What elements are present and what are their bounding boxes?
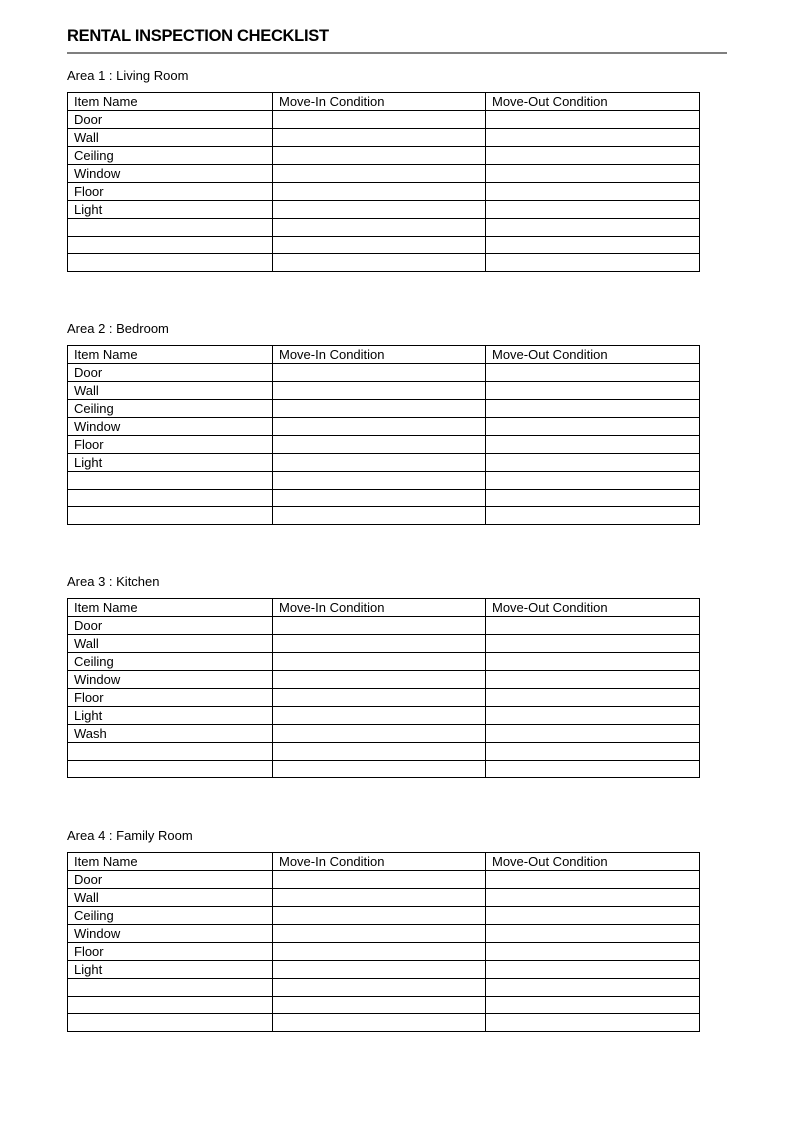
header-move-in-condition: Move-In Condition <box>273 599 486 617</box>
move-out-condition-cell[interactable] <box>486 236 700 254</box>
table-row <box>68 254 700 272</box>
move-out-condition-cell[interactable] <box>486 254 700 272</box>
item-name-cell <box>68 996 273 1014</box>
item-name-cell: Door <box>68 364 273 382</box>
table-header-row <box>68 599 700 617</box>
move-in-condition-cell[interactable] <box>273 236 486 254</box>
table-row <box>68 400 700 418</box>
item-name-cell <box>68 472 273 490</box>
table-row <box>68 236 700 254</box>
inspection-table <box>67 92 700 272</box>
item-name-cell: Door <box>68 111 273 129</box>
table-row <box>68 707 700 725</box>
move-in-condition-cell[interactable] <box>273 871 486 889</box>
item-name-cell: Wall <box>68 889 273 907</box>
move-out-condition-cell[interactable] <box>486 472 700 490</box>
move-out-condition-cell[interactable] <box>486 943 700 961</box>
header-move-out-condition: Move-Out Condition <box>486 599 700 617</box>
move-in-condition-cell[interactable] <box>273 725 486 743</box>
move-out-condition-cell[interactable] <box>486 436 700 454</box>
table-row <box>68 743 700 761</box>
area-section-2 <box>67 320 699 525</box>
move-out-condition-cell[interactable] <box>486 996 700 1014</box>
move-in-condition-cell[interactable] <box>273 743 486 761</box>
item-name-cell: Ceiling <box>68 907 273 925</box>
move-in-condition-cell[interactable] <box>273 489 486 507</box>
table-row <box>68 635 700 653</box>
item-name-cell: Ceiling <box>68 653 273 671</box>
table-header-row <box>68 346 700 364</box>
header-move-in-condition: Move-In Condition <box>273 93 486 111</box>
move-out-condition-cell[interactable] <box>486 635 700 653</box>
item-name-cell: Light <box>68 454 273 472</box>
table-row <box>68 689 700 707</box>
item-name-cell: Ceiling <box>68 400 273 418</box>
item-name-cell: Light <box>68 961 273 979</box>
move-in-condition-cell[interactable] <box>273 671 486 689</box>
area-label: Area 4 : Family Room <box>67 828 193 843</box>
move-in-condition-cell[interactable] <box>273 943 486 961</box>
move-out-condition-cell[interactable] <box>486 418 700 436</box>
table-row <box>68 472 700 490</box>
move-in-condition-cell[interactable] <box>273 979 486 997</box>
header-item-name: Item Name <box>68 93 273 111</box>
table-row <box>68 489 700 507</box>
move-in-condition-cell[interactable] <box>273 147 486 165</box>
move-in-condition-cell[interactable] <box>273 382 486 400</box>
move-in-condition-cell[interactable] <box>273 436 486 454</box>
move-out-condition-cell[interactable] <box>486 147 700 165</box>
inspection-table <box>67 598 700 778</box>
item-name-cell: Door <box>68 871 273 889</box>
move-in-condition-cell[interactable] <box>273 653 486 671</box>
inspection-table <box>67 852 700 1032</box>
move-out-condition-cell[interactable] <box>486 889 700 907</box>
item-name-cell: Floor <box>68 943 273 961</box>
header-move-out-condition: Move-Out Condition <box>486 853 700 871</box>
move-out-condition-cell[interactable] <box>486 129 700 147</box>
table-row <box>68 165 700 183</box>
table-header-row <box>68 853 700 871</box>
area-label: Area 1 : Living Room <box>67 68 189 83</box>
table-row <box>68 219 700 237</box>
move-in-condition-cell[interactable] <box>273 111 486 129</box>
table-row <box>68 925 700 943</box>
move-out-condition-cell[interactable] <box>486 961 700 979</box>
move-in-condition-cell[interactable] <box>273 925 486 943</box>
move-out-condition-cell[interactable] <box>486 219 700 237</box>
table-row <box>68 436 700 454</box>
area-label: Area 2 : Bedroom <box>67 321 169 336</box>
item-name-cell: Window <box>68 925 273 943</box>
move-out-condition-cell[interactable] <box>486 907 700 925</box>
item-name-cell: Wall <box>68 129 273 147</box>
move-out-condition-cell[interactable] <box>486 183 700 201</box>
move-out-condition-cell[interactable] <box>486 201 700 219</box>
move-in-condition-cell[interactable] <box>273 961 486 979</box>
item-name-cell: Wall <box>68 382 273 400</box>
table-row <box>68 129 700 147</box>
item-name-cell: Window <box>68 671 273 689</box>
move-out-condition-cell[interactable] <box>486 707 700 725</box>
item-name-cell: Floor <box>68 436 273 454</box>
item-name-cell <box>68 489 273 507</box>
move-in-condition-cell[interactable] <box>273 418 486 436</box>
move-out-condition-cell[interactable] <box>486 489 700 507</box>
table-row <box>68 943 700 961</box>
move-out-condition-cell[interactable] <box>486 979 700 997</box>
inspection-table <box>67 345 700 525</box>
header-move-out-condition: Move-Out Condition <box>486 93 700 111</box>
move-out-condition-cell[interactable] <box>486 400 700 418</box>
item-name-cell: Wash <box>68 725 273 743</box>
item-name-cell: Window <box>68 165 273 183</box>
item-name-cell: Wall <box>68 635 273 653</box>
table-row <box>68 653 700 671</box>
move-in-condition-cell[interactable] <box>273 760 486 778</box>
table-row <box>68 201 700 219</box>
item-name-cell: Light <box>68 201 273 219</box>
move-in-condition-cell[interactable] <box>273 219 486 237</box>
table-row <box>68 454 700 472</box>
table-row <box>68 111 700 129</box>
move-out-condition-cell[interactable] <box>486 454 700 472</box>
move-in-condition-cell[interactable] <box>273 889 486 907</box>
move-in-condition-cell[interactable] <box>273 183 486 201</box>
table-row <box>68 382 700 400</box>
item-name-cell <box>68 219 273 237</box>
item-name-cell <box>68 507 273 525</box>
table-row <box>68 996 700 1014</box>
move-in-condition-cell[interactable] <box>273 707 486 725</box>
table-row <box>68 418 700 436</box>
table-row <box>68 961 700 979</box>
table-row <box>68 507 700 525</box>
header-move-out-condition: Move-Out Condition <box>486 346 700 364</box>
area-section-4 <box>67 827 699 1032</box>
item-name-cell: Floor <box>68 689 273 707</box>
move-out-condition-cell[interactable] <box>486 689 700 707</box>
document-title: RENTAL INSPECTION CHECKLIST <box>67 27 329 45</box>
table-row <box>68 183 700 201</box>
table-row <box>68 907 700 925</box>
header-item-name: Item Name <box>68 853 273 871</box>
move-in-condition-cell[interactable] <box>273 254 486 272</box>
header-item-name: Item Name <box>68 599 273 617</box>
move-out-condition-cell[interactable] <box>486 507 700 525</box>
area-section-1 <box>67 67 699 272</box>
item-name-cell <box>68 743 273 761</box>
header-move-in-condition: Move-In Condition <box>273 346 486 364</box>
header-item-name: Item Name <box>68 346 273 364</box>
item-name-cell: Floor <box>68 183 273 201</box>
move-in-condition-cell[interactable] <box>273 364 486 382</box>
move-in-condition-cell[interactable] <box>273 201 486 219</box>
move-in-condition-cell[interactable] <box>273 400 486 418</box>
move-in-condition-cell[interactable] <box>273 165 486 183</box>
move-in-condition-cell[interactable] <box>273 996 486 1014</box>
table-row <box>68 889 700 907</box>
item-name-cell <box>68 254 273 272</box>
table-row <box>68 617 700 635</box>
item-name-cell <box>68 760 273 778</box>
move-in-condition-cell[interactable] <box>273 635 486 653</box>
move-in-condition-cell[interactable] <box>273 1014 486 1032</box>
item-name-cell <box>68 979 273 997</box>
area-label: Area 3 : Kitchen <box>67 574 160 589</box>
table-row <box>68 871 700 889</box>
item-name-cell: Window <box>68 418 273 436</box>
move-out-condition-cell[interactable] <box>486 743 700 761</box>
move-out-condition-cell[interactable] <box>486 653 700 671</box>
table-row <box>68 364 700 382</box>
move-out-condition-cell[interactable] <box>486 382 700 400</box>
move-out-condition-cell[interactable] <box>486 165 700 183</box>
move-out-condition-cell[interactable] <box>486 364 700 382</box>
move-out-condition-cell[interactable] <box>486 111 700 129</box>
move-in-condition-cell[interactable] <box>273 689 486 707</box>
item-name-cell <box>68 236 273 254</box>
header-move-in-condition: Move-In Condition <box>273 853 486 871</box>
move-out-condition-cell[interactable] <box>486 871 700 889</box>
table-row <box>68 671 700 689</box>
table-row <box>68 725 700 743</box>
item-name-cell: Ceiling <box>68 147 273 165</box>
move-out-condition-cell[interactable] <box>486 617 700 635</box>
table-header-row <box>68 93 700 111</box>
item-name-cell: Light <box>68 707 273 725</box>
table-row <box>68 1014 700 1032</box>
item-name-cell: Door <box>68 617 273 635</box>
move-in-condition-cell[interactable] <box>273 472 486 490</box>
move-out-condition-cell[interactable] <box>486 925 700 943</box>
move-in-condition-cell[interactable] <box>273 617 486 635</box>
move-in-condition-cell[interactable] <box>273 507 486 525</box>
table-row <box>68 760 700 778</box>
move-out-condition-cell[interactable] <box>486 1014 700 1032</box>
table-row <box>68 979 700 997</box>
area-section-3 <box>67 573 699 778</box>
move-in-condition-cell[interactable] <box>273 454 486 472</box>
item-name-cell <box>68 1014 273 1032</box>
table-row <box>68 147 700 165</box>
move-in-condition-cell[interactable] <box>273 907 486 925</box>
title-divider <box>67 52 727 54</box>
move-out-condition-cell[interactable] <box>486 760 700 778</box>
move-in-condition-cell[interactable] <box>273 129 486 147</box>
move-out-condition-cell[interactable] <box>486 671 700 689</box>
move-out-condition-cell[interactable] <box>486 725 700 743</box>
